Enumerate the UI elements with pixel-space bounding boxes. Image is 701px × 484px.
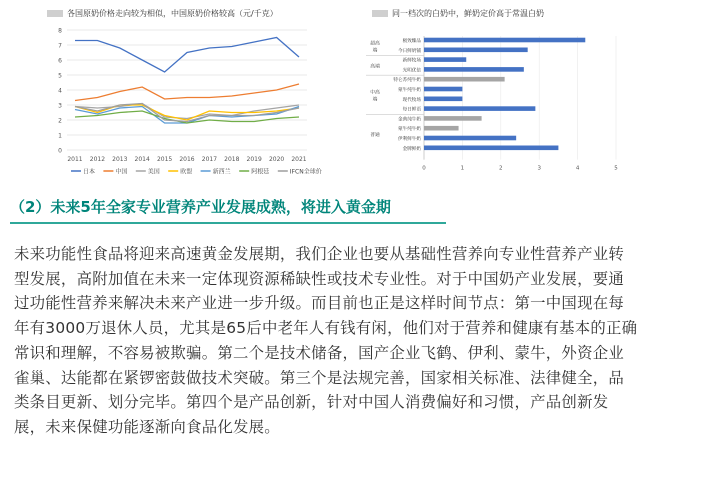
bar xyxy=(424,146,558,151)
bar-category-label: 光明优倍 xyxy=(402,68,421,74)
x-tick-label: 3 xyxy=(537,165,541,172)
x-tick-label: 2021 xyxy=(291,156,307,163)
bar-category-label: 蒙牛纯牛奶 xyxy=(398,88,421,93)
paragraph-line: 类条目更新、划分完毕。第四个是产品创新，针对中国人消费偏好和习惯，产品创新发 xyxy=(14,393,609,412)
bar-category-label: 极致臻品 xyxy=(402,39,421,44)
bar xyxy=(424,106,535,111)
right-chart-svg xyxy=(358,0,620,180)
y-tick-label: 2 xyxy=(58,117,62,125)
bar-category-label: 金牌鲜奶 xyxy=(402,146,421,152)
bar-category-label: 新鲜牧场 xyxy=(402,58,421,64)
bar-category-label: 现代牧场 xyxy=(402,97,421,103)
legend-label: 欧盟 xyxy=(180,168,193,176)
bar-category-label: 蒙牛纯牛奶 xyxy=(398,127,421,133)
blurred-label xyxy=(372,10,388,17)
bar xyxy=(424,38,585,43)
legend-label: IFCN全球价 xyxy=(289,168,322,176)
series-line xyxy=(75,38,299,73)
legend-label: 阿根廷 xyxy=(251,168,270,176)
bar xyxy=(424,136,516,141)
paragraph-line: 雀巢、达能都在紧锣密鼓做技术突破。第三个是法规完善，国家相关标准、法律健全，品 xyxy=(14,368,624,387)
paragraph-line: 展，未来保健功能逐渐向食品化发展。 xyxy=(14,417,280,436)
y-tick-label: 7 xyxy=(58,42,62,50)
legend-label: 美国 xyxy=(147,168,160,176)
x-tick-label: 4 xyxy=(575,165,580,172)
x-tick-label: 2018 xyxy=(224,156,240,163)
y-tick-label: 1 xyxy=(58,132,62,140)
bar-category-label: 每日鲜语 xyxy=(402,107,421,113)
right-chart-title xyxy=(372,8,544,19)
legend-label: 中国 xyxy=(115,168,128,176)
group-label: 高端 xyxy=(370,64,380,70)
paragraph-line: 年有3000万退休人员，尤其是65后中老年人有钱有闲，他们对于营养和健康有基本的正确 xyxy=(14,319,638,338)
x-tick-label: 2017 xyxy=(201,156,218,163)
bar-category-label: 金典纯牛奶 xyxy=(398,117,421,123)
group-label: 端 xyxy=(372,48,378,54)
paragraph-line: 未来功能性食品将迎来高速黄金发展期，我们企业也要从基础性营养向专业性营养产业转 xyxy=(14,245,624,263)
body-paragraph xyxy=(14,242,690,440)
x-tick-label: 5 xyxy=(614,165,618,172)
x-tick-label: 2 xyxy=(499,165,503,172)
paragraph-line: 型发展，高附加值在未来一定体现资源稀缺性或技术专业性。对于中国奶产业发展，要通 xyxy=(14,269,624,288)
bar xyxy=(424,67,524,72)
legend-label: 日本 xyxy=(83,168,96,176)
y-tick-label: 5 xyxy=(58,72,62,80)
x-tick-label: 1 xyxy=(460,165,465,172)
left-chart-title xyxy=(47,8,278,19)
bar xyxy=(424,126,459,131)
blurred-label xyxy=(47,10,63,17)
x-tick-label: 2013 xyxy=(112,156,128,163)
bar xyxy=(424,57,466,62)
y-tick-label: 4 xyxy=(58,87,62,95)
group-label: 超高 xyxy=(370,41,380,47)
x-tick-label: 2015 xyxy=(156,156,173,163)
section-heading: （2）未来5年全家专业营养产业发展成熟，将进入黄金期 xyxy=(10,198,391,216)
bar xyxy=(424,116,482,121)
x-tick-label: 2019 xyxy=(246,156,262,163)
group-label: 普通 xyxy=(370,133,380,138)
paragraph-line: 常识和理解，不容易被欺骗。第二个是技术储备，国产企业飞鹤、伊利、蒙牛，外资企业 xyxy=(14,343,624,362)
y-tick-label: 8 xyxy=(58,27,62,35)
group-label: 中高 xyxy=(370,90,380,96)
bar-category-label: 伊利鲜牛奶 xyxy=(398,137,421,142)
y-tick-label: 0 xyxy=(58,147,62,155)
group-label: 端 xyxy=(372,97,378,103)
heading-underline xyxy=(10,222,446,224)
left-chart-svg xyxy=(45,0,322,180)
x-tick-label: 2012 xyxy=(89,156,106,163)
bar xyxy=(424,77,505,82)
bar-category-label: 特仑苏纯牛奶 xyxy=(393,78,421,84)
x-tick-label: 0 xyxy=(422,165,426,172)
series-line xyxy=(75,84,299,101)
left-chart-title-text: 各国原奶价格走向较为相似，中国原奶价格较高（元/千克） xyxy=(67,9,278,18)
y-tick-label: 6 xyxy=(58,57,62,65)
legend-label: 新西兰 xyxy=(212,168,231,176)
bar xyxy=(424,87,462,92)
y-tick-label: 3 xyxy=(58,102,62,110)
paragraph-line: 过功能性营养来解决未来产业进一步升级。而目前也正是这样时间节点：第一中国现在每 xyxy=(14,294,624,313)
x-tick-label: 2011 xyxy=(67,156,83,163)
bar xyxy=(424,48,528,53)
bar-category-label: 今日鲜奶铺 xyxy=(398,48,421,54)
x-tick-label: 2014 xyxy=(134,156,150,163)
milk-price-bar-chart xyxy=(358,0,620,180)
bar xyxy=(424,97,462,102)
price-line-chart xyxy=(45,0,322,180)
x-tick-label: 2020 xyxy=(268,156,285,163)
x-tick-label: 2016 xyxy=(179,156,195,163)
right-chart-title-text: 同一档次的白奶中，鲜奶定价高于常温白奶 xyxy=(392,9,544,18)
